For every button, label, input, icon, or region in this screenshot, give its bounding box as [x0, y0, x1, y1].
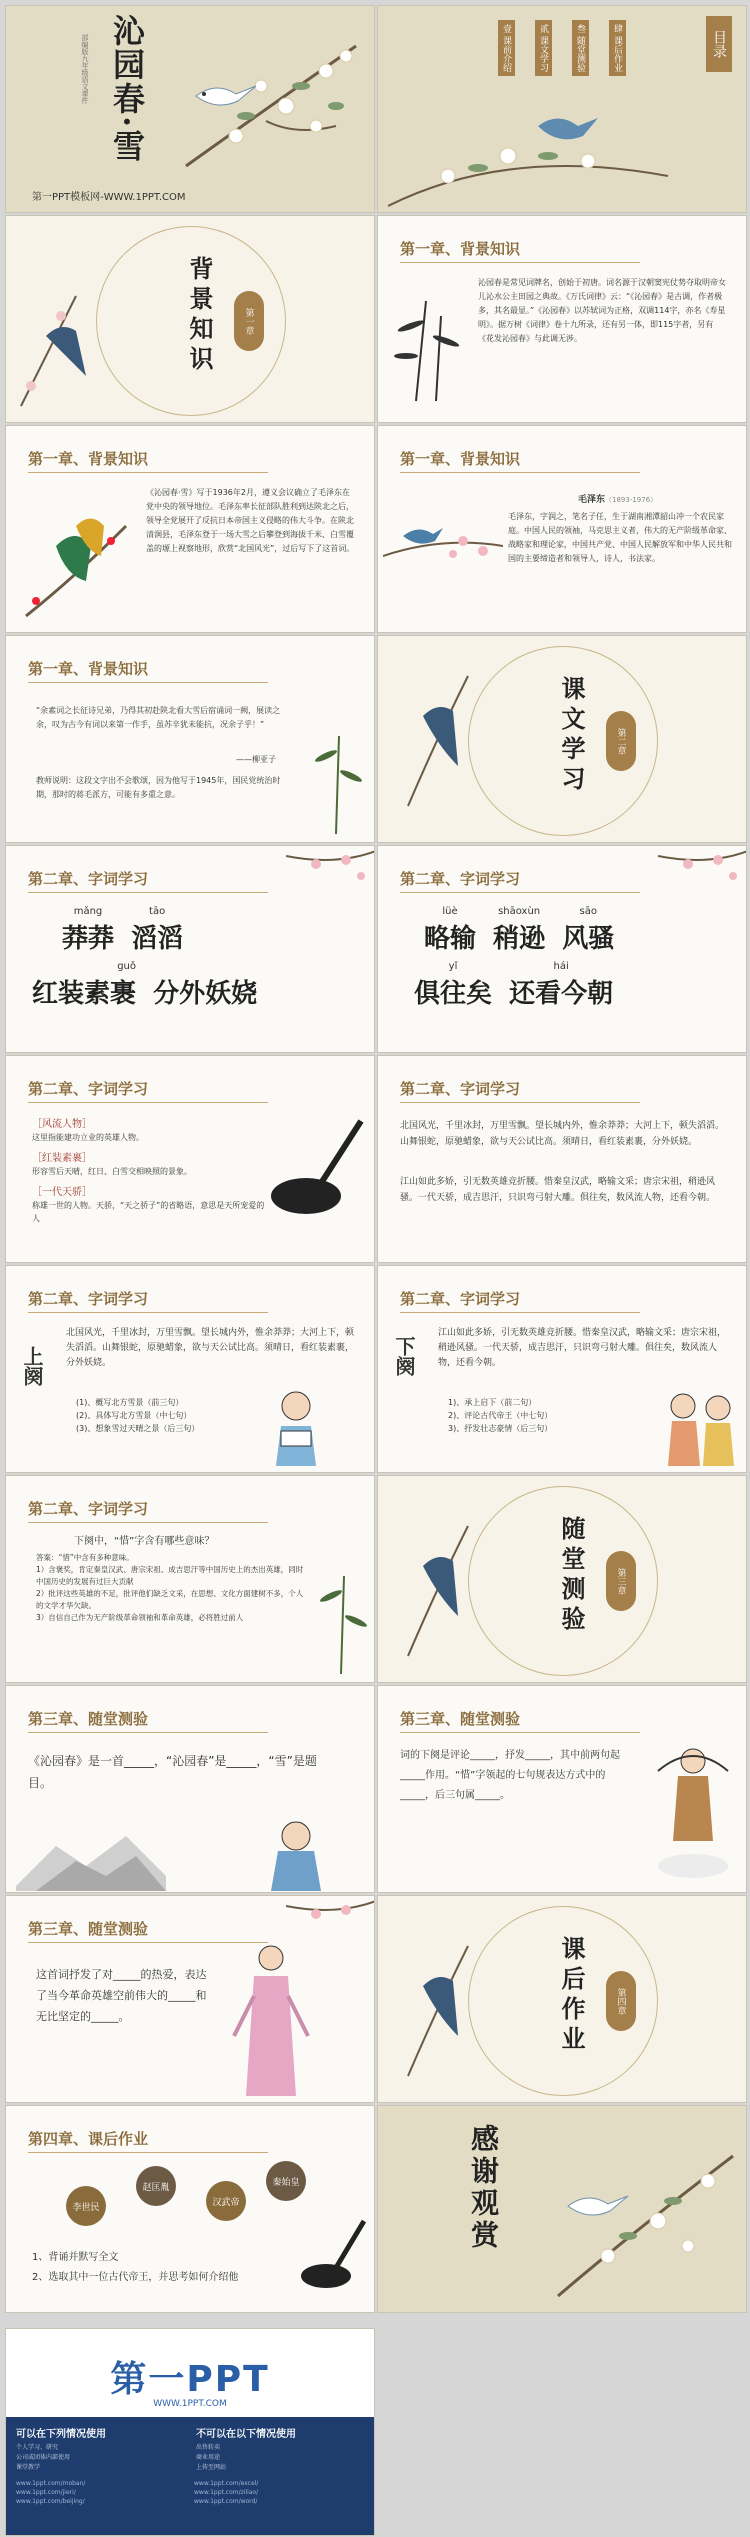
body-text: 《沁园春·雪》写于1936年2月，遵义会议确立了毛泽东在党中央的领导地位。毛泽东率长征部队胜利到达陕北之后，领导全党展开了反抗日本帝国主义侵略的伟大斗争。在陕北清涧县，毛泽东登于一场大雪之后攀登到海拔千米、白雪覆盖的塬上视察地形，欣赏“北国风光”，过后写下了这首词。	[146, 488, 355, 553]
outline-item: 3)、抒发壮志豪情（后三句）	[448, 1424, 553, 1433]
toc-item-2[interactable]: 贰 课文学习	[535, 20, 552, 76]
emperor-bubble[interactable]: 秦始皇	[266, 2161, 306, 2201]
chapter-heading: 第三章、随堂测验	[28, 1710, 149, 1728]
slide-cover[interactable]	[5, 5, 375, 213]
answer-line: 答案：“惜”中含有多种意味。	[36, 1553, 134, 1562]
bamboo-illustration	[311, 1566, 371, 1676]
chapter-heading: 第二章、字词学习	[28, 1080, 149, 1098]
slide-section-text-study[interactable]	[377, 635, 747, 843]
section-badge: 第四章	[606, 1971, 636, 2031]
toc-title: 目录	[706, 16, 732, 72]
link[interactable]: www.1ppt.com/word/	[194, 2498, 258, 2505]
link[interactable]: www.1ppt.com/moban/	[16, 2480, 86, 2487]
poem-part-2: 江山如此多娇，引无数英雄竞折腰。惜秦皇汉武，略输文采；唐宗宋祖，稍逊风骚。一代天骄，成吉思汗，只识弯弓射大雕。俱往矣，数风流人物，还看今朝。	[400, 1177, 716, 1203]
chapter-heading: 第一章、背景知识	[400, 450, 521, 468]
heading-underline	[400, 1312, 640, 1313]
quiz-question: 《沁园春》是一首_____，“沁园春”是_____，“雪”是题目。	[28, 1754, 317, 1790]
chapter-heading: 第三章、随堂测验	[28, 1920, 149, 1938]
template-footer[interactable]	[5, 2328, 375, 2536]
slide-quiz-3[interactable]	[5, 1895, 375, 2103]
heading-underline	[28, 1312, 268, 1313]
term-definition: 这里指能建功立业的英雄人物。	[32, 1133, 144, 1142]
body-text: 沁园春是常见词牌名，创始于初唐。词名源于汉朝窦宪仗势夺取明帝女儿沁水公主田园之典故。《万氏词律》云：“《沁园春》是古调，作者极多，其名最显。”《沁园春》以苏轼词为正格，双调114字，亦名《寿星明》。据万树《词律》卷十九所录，还有另一体，即115字者，另有《花发沁园春》与此调无涉。	[478, 278, 726, 343]
toc-item-4[interactable]: 肆 课后作业	[609, 20, 626, 76]
flower-illustration	[388, 86, 688, 211]
stanza-text: 北国风光，千里冰封，万里雪飘。望长城内外，惟余莽莽；大河上下，顿失滔滔。山舞银蛇，原驰蜡象，欲与天公试比高。须晴日，看红装素裹，分外妖娆。	[66, 1328, 355, 1368]
ink-brush-illustration	[266, 1111, 366, 1221]
slide-section-background[interactable]	[5, 215, 375, 423]
chapter-heading: 第二章、字词学习	[400, 1080, 521, 1098]
cover-site-text: 第一PPT模板网-WWW.1PPT.COM	[32, 192, 186, 203]
cover-subtitle: 部编版九年级语文课件	[81, 34, 89, 104]
chapter-heading: 第一章、背景知识	[28, 660, 149, 678]
slide-thanks[interactable]	[377, 2105, 747, 2313]
chapter-heading: 第二章、字词学习	[400, 1290, 521, 1308]
link[interactable]: www.1ppt.com/jieri/	[16, 2489, 76, 2496]
section-title: 随堂测验	[557, 1516, 586, 1636]
vocab-word: yǐ 俱往矣	[414, 961, 493, 1009]
bird-illustration	[398, 1516, 478, 1666]
emperor-bubble[interactable]: 李世民	[66, 2186, 106, 2226]
heading-underline	[400, 1102, 640, 1103]
question-text: 下阕中，“惜”字含有哪些意味？	[74, 1536, 215, 1547]
heading-underline	[400, 892, 640, 893]
heading-underline	[28, 1102, 268, 1103]
slide-vocab-1[interactable]	[5, 845, 375, 1053]
term-name: ［红装素裹］	[32, 1153, 92, 1164]
answer-line: 3）自信自己作为无产阶级革命领袖和革命英雄，必将胜过前人	[36, 1613, 244, 1622]
ink-brush-illustration	[296, 2216, 366, 2296]
bird-illustration	[398, 666, 478, 816]
emperor-bubble[interactable]: 汉武帝	[206, 2181, 246, 2221]
section-title: 课文学习	[557, 676, 586, 796]
section-title: 课后作业	[557, 1936, 586, 2056]
plum-branch-decoration	[658, 846, 747, 916]
task-item: 2、选取其中一位古代帝王，并思考如何介绍他	[32, 2272, 239, 2283]
vocab-word: 分外妖娆	[153, 979, 258, 1009]
plum-branch-decoration	[286, 846, 375, 916]
vocab-word: mǎng 莽莽	[62, 906, 115, 954]
slide-full-text[interactable]	[377, 1055, 747, 1263]
slide-toc[interactable]	[377, 5, 747, 213]
toc-list	[498, 20, 626, 76]
stanza-outline	[448, 1396, 552, 1435]
slide-homework[interactable]	[5, 2105, 375, 2313]
slide-background-3[interactable]	[5, 635, 375, 843]
heading-underline	[400, 1732, 640, 1733]
vocab-word: sāo 风骚	[562, 906, 615, 954]
link[interactable]: www.1ppt.com/beijing/	[16, 2498, 85, 2505]
term-definition: 形容雪后天晴，红日、白雪交相映照的景象。	[32, 1167, 192, 1176]
usage-band	[6, 2417, 374, 2536]
section-badge: 第二章	[606, 711, 636, 771]
stanza-outline	[76, 1396, 199, 1435]
children-illustration	[658, 1386, 743, 1471]
bird-branch-illustration	[383, 496, 503, 576]
author-bio: 毛泽东，字润之，笔名子任，生于湖南湘潭韶山冲一个农民家庭。中国人民的领袖，马克思主义者，伟大的无产阶级革命家、战略家和理论家，中国共产党、中国人民解放军和中华人民共和国的主要缔造者和领导人，诗人，书法家。	[508, 512, 732, 563]
slide-quiz-2[interactable]	[377, 1685, 747, 1893]
teacher-note: 教师说明：这段文字出不会歌颂，因为他写于1945年，国民党统治时期，那时的蒋毛派方，可能有多重之意。	[36, 776, 281, 799]
section-badge: 第三章	[606, 1551, 636, 1611]
heading-underline	[400, 262, 640, 263]
author-name: 毛泽东（1893-1976）	[578, 495, 658, 505]
heading-underline	[28, 1732, 268, 1733]
stanza-label: 下阕	[392, 1336, 416, 1376]
toc-item-3[interactable]: 叁 随堂测验	[572, 20, 589, 76]
bird-illustration	[398, 1936, 478, 2086]
brand-url[interactable]: WWW.1PPT.COM	[153, 2399, 227, 2409]
quiz-question: 这首词抒发了对_____的热爱，表达了当今革命英雄空前伟大的_____和无比坚定的_____。	[36, 1968, 207, 2023]
quiz-question: 词的下阕是评论_____，抒发_____，其中前两句起_____作用。“惜”字领起的七句规表达方式中的_____，后三句属_____。	[400, 1750, 620, 1801]
chapter-heading: 第二章、字词学习	[28, 1290, 149, 1308]
allowed-title: 可以在下列情况使用	[16, 2429, 106, 2440]
chapter-heading: 第一章、背景知识	[28, 450, 149, 468]
vocab-word: guǒ 红装素裹	[32, 961, 137, 1009]
chapter-heading: 第二章、字词学习	[400, 870, 521, 888]
bamboo-illustration	[306, 726, 366, 836]
bird-illustration	[16, 276, 96, 416]
slide-upper-stanza[interactable]	[5, 1265, 375, 1473]
landscape-illustration	[16, 1806, 366, 1891]
poem-part-1: 北国风光，千里冰封，万里雪飘。望长城内外，惟余莽莽；大河上下，顿失滔滔。山舞银蛇，原驰蜡象，欲与天公试比高。须晴日，看红装素裹，分外妖娆。	[400, 1121, 725, 1147]
term-definition: 称雄一世的人物。天骄，“天之骄子”的省略语，意思是天所宠爱的人	[32, 1201, 265, 1223]
chapter-heading: 第三章、随堂测验	[400, 1710, 521, 1728]
slide-quiz-1[interactable]	[5, 1685, 375, 1893]
heading-underline	[28, 2152, 268, 2153]
outline-item: 1)、承上启下（前二句）	[448, 1398, 537, 1407]
answer-list	[36, 1552, 306, 1624]
outline-item: (2)、具体写北方雪景（中七句）	[76, 1411, 192, 1420]
heading-underline	[28, 472, 268, 473]
outline-item: 2)、评论古代帝王（中七句）	[448, 1411, 553, 1420]
stanza-text: 江山如此多娇，引无数英雄竞折腰。惜秦皇汉武，略输文采；唐宗宋祖，稍逊风骚。一代天骄，成吉思汗，只识弯弓射大雕。俱往矣，数风流人物，还看今朝。	[438, 1328, 727, 1368]
slide-background-1[interactable]	[377, 215, 747, 423]
emperor-bubble[interactable]: 赵匡胤	[136, 2166, 176, 2206]
heading-underline	[400, 472, 640, 473]
slide-section-homework[interactable]	[377, 1895, 747, 2103]
term-list	[32, 1118, 272, 1225]
answer-line: 1）含褒奖，肯定秦皇汉武、唐宗宋祖、成吉思汗等中国历史上的杰出英雄，同时中国历史的发展有过巨大贡献	[36, 1565, 304, 1586]
vocab-row-2	[26, 961, 263, 1010]
slide-author[interactable]	[377, 425, 747, 633]
cover-title: 沁园春·雪	[108, 14, 146, 164]
allowed-list: 个人学习、研究 公司或团体内部使用 课堂教学	[16, 2444, 71, 2471]
vocab-word: tāo 滔滔	[131, 906, 184, 954]
section-badge: 第一章	[234, 291, 264, 351]
stanza-label: 上阕	[20, 1346, 44, 1386]
link-list	[16, 2479, 366, 2506]
vocab-row-2	[408, 961, 619, 1010]
chapter-heading: 第四章、课后作业	[28, 2130, 149, 2148]
quote-text: “余素词之长征诗兄弟，乃得其初赴陕北看大雪后宿诵词一阙，展读之余，叹为古今有词以来第一作手，虽苏辛犹未能抗，况余子乎！”	[36, 706, 281, 729]
parrot-illustration	[16, 486, 136, 626]
term-name: ［风流人物］	[32, 1119, 92, 1130]
vocab-word: hái 还看今朝	[509, 961, 614, 1009]
plum-branch-decoration	[286, 1896, 375, 1966]
term-name: ［一代天骄］	[32, 1187, 92, 1198]
forbidden-list: 出售转卖 商业用途 上传至网站	[196, 2444, 227, 2471]
chapter-heading: 第二章、字词学习	[28, 870, 149, 888]
child-reading-illustration	[261, 1386, 331, 1471]
chapter-heading: 第一章、背景知识	[400, 240, 521, 258]
task-item: 1、背诵并默写全文	[32, 2252, 119, 2263]
link[interactable]: www.1ppt.com/ziliao/	[194, 2489, 259, 2496]
forbidden-title: 不可以在以下情况使用	[196, 2429, 296, 2440]
bamboo-illustration	[386, 296, 466, 406]
vocab-word: shāoxùn 稍逊	[493, 906, 546, 954]
heading-underline	[28, 682, 268, 683]
slide-section-quiz[interactable]	[377, 1475, 747, 1683]
thanks-title: 感谢观赏	[467, 2124, 500, 2252]
hunter-illustration	[648, 1741, 738, 1886]
task-list	[32, 2248, 238, 2288]
brand-logo: 第一PPT	[110, 2359, 270, 2400]
slide-vocab-2[interactable]	[377, 845, 747, 1053]
vocab-row-1	[418, 906, 620, 955]
slide-question-xi[interactable]	[5, 1475, 375, 1683]
heading-underline	[28, 892, 268, 893]
outline-item: (3)、想象雪过天晴之景（后三句）	[76, 1424, 200, 1433]
bird-branch-illustration	[176, 26, 366, 176]
slide-terms[interactable]	[5, 1055, 375, 1263]
bird-branch-illustration	[548, 2126, 743, 2306]
vocab-word: lüè 略输	[424, 906, 477, 954]
link[interactable]: www.1ppt.com/excel/	[194, 2480, 259, 2487]
vocab-row-1	[56, 906, 189, 955]
section-title: 背景知识	[185, 256, 214, 376]
toc-item-1[interactable]: 壹 课前介绍	[498, 20, 515, 76]
outline-item: (1)、概写北方雪景（前三句）	[76, 1398, 184, 1407]
chapter-heading: 第二章、字词学习	[28, 1500, 149, 1518]
heading-underline	[28, 1522, 268, 1523]
answer-line: 2）批评这些英雄的不足，批评他们缺乏文采，在思想、文化方面建树不多，个人的文学才华欠缺。	[36, 1589, 304, 1610]
slide-lower-stanza[interactable]	[377, 1265, 747, 1473]
slide-background-2[interactable]	[5, 425, 375, 633]
quote-author: ——柳亚子	[236, 755, 276, 764]
